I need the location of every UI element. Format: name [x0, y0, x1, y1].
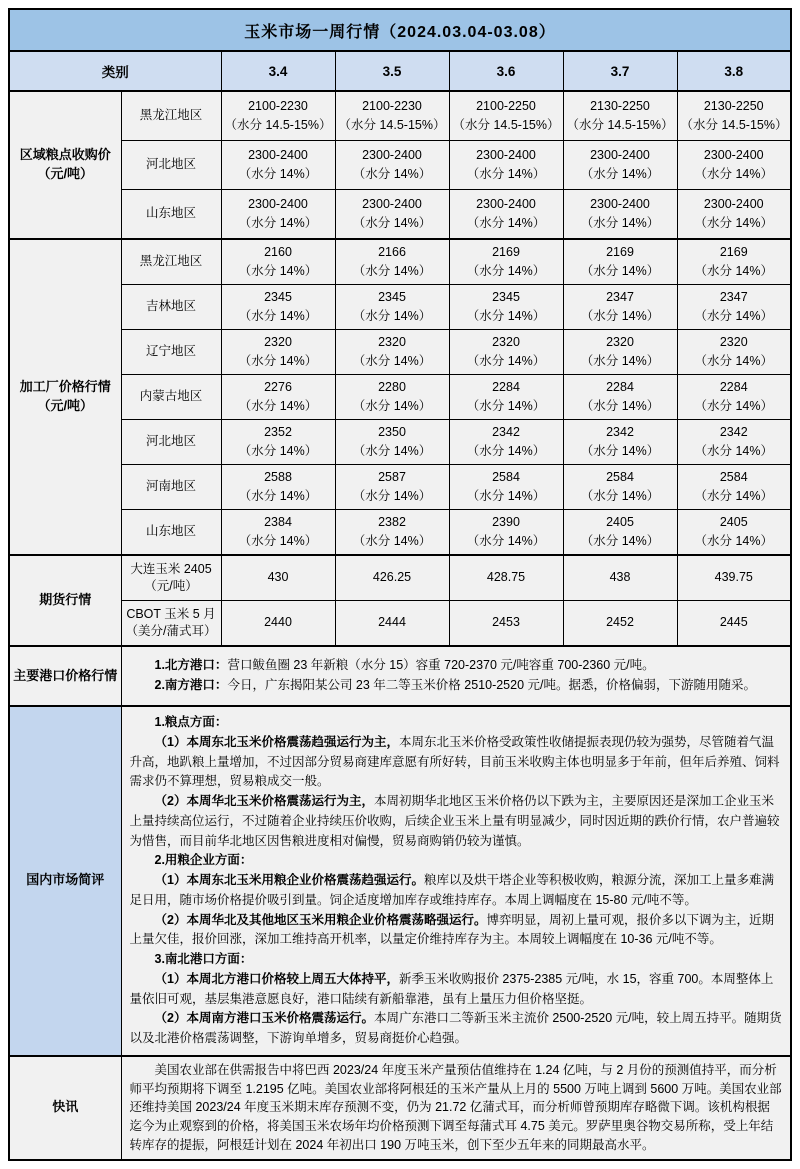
- value-cell: [449, 285, 563, 330]
- value-line: 2284: [492, 379, 520, 394]
- value-line: （水分 14%）: [352, 354, 432, 368]
- value-cell: [563, 601, 677, 647]
- value-line: 2300-2400: [590, 147, 650, 162]
- value-line: （水分 14%）: [466, 264, 546, 278]
- value-cell: [677, 330, 791, 375]
- value-cell: [221, 375, 335, 420]
- value-line: （水分 14%）: [352, 534, 432, 548]
- value-line: （水分 14%）: [352, 264, 432, 278]
- value-line: （水分 14%）: [238, 264, 318, 278]
- value-line: 2320: [492, 334, 520, 349]
- value-line: 2390: [492, 514, 520, 529]
- value-line: 2452: [606, 615, 634, 630]
- value-line: （水分 14%）: [466, 444, 546, 458]
- value-line: 2300-2400: [362, 196, 422, 211]
- value-line: （水分 14.5-15%）: [566, 118, 674, 132]
- value-line: 2130-2250: [703, 98, 764, 113]
- table-row: [9, 285, 791, 330]
- value-line: （水分 14%）: [466, 354, 546, 368]
- value-line: （水分 14%）: [352, 399, 432, 413]
- value-cell: [563, 239, 677, 285]
- value-cell: [449, 190, 563, 240]
- value-cell: [221, 601, 335, 647]
- value-line: （水分 14%）: [466, 489, 546, 503]
- value-line: 2382: [378, 514, 406, 529]
- section-label-cell: [9, 91, 121, 239]
- paragraph-heading: （1）本周东北玉米用粮企业价格震荡趋强运行。: [154, 873, 424, 887]
- paragraph-text: 营口鲅鱼圈 23 年新粮（水分 15）容重 720-2370 元/吨容重 700-2360 元/吨。: [227, 658, 655, 673]
- row-label-cell: [121, 330, 221, 375]
- section-label-cell: 国内市场简评: [9, 706, 121, 1056]
- value-line: 2320: [719, 334, 748, 349]
- value-line: （水分 14%）: [694, 444, 773, 458]
- value-line: （水分 14%）: [694, 216, 773, 230]
- paragraph: [130, 792, 783, 851]
- row-label-cell: [121, 375, 221, 420]
- value-line: （水分 14%）: [580, 216, 660, 230]
- value-cell: [677, 285, 791, 330]
- paragraph: [130, 871, 783, 911]
- value-line: （水分 14%）: [352, 309, 432, 323]
- row-label-cell: [121, 601, 221, 647]
- value-cell: [449, 239, 563, 285]
- value-cell: [335, 141, 449, 190]
- value-cell: [563, 375, 677, 420]
- table-row: [9, 465, 791, 510]
- value-cell: [677, 239, 791, 285]
- row-label-cell: [121, 285, 221, 330]
- value-line: （水分 14%）: [466, 534, 546, 548]
- value-cell: [335, 375, 449, 420]
- row-label-cell: [121, 141, 221, 190]
- paragraph-heading: （2）本周华北及其他地区玉米用粮企业价格震荡略强运行。: [154, 912, 487, 927]
- row-label-cell: [121, 510, 221, 556]
- section-text-cell: [121, 1056, 791, 1160]
- value-line: 2342: [606, 424, 634, 439]
- value-cell: [449, 601, 563, 647]
- value-cell: [335, 555, 449, 601]
- value-cell: [677, 375, 791, 420]
- paragraph-text: 本周初期华北地区玉米价格仍以下跌为主，主要原因还是深加工企业玉米上量持续高位运行，不过随着企业持续压价收购，后续企业玉米上量有明显减少，同时因近期的跌价行情，农户普遍较为惜售，而目前华北地区因售粮进度相对偏慢，贸易商购销仍较为谨慎。: [129, 794, 780, 848]
- value-line: 2347: [606, 289, 634, 304]
- row-label: （元/吨）: [144, 579, 198, 593]
- value-cell: [449, 141, 563, 190]
- value-cell: [221, 285, 335, 330]
- title-row: [9, 9, 791, 51]
- row-label: CBOT 玉米 5 月: [126, 606, 216, 621]
- paragraph-text: 美国农业部在供需报告中将巴西 2023/24 年度玉米产量预估值维持在 1.24 亿吨，与 2 月份的预测值持平，而分析师平均预期将下调至 1.2195 亿吨。美国农业部将阿根廷的玉米产量从上月的 5500 万吨上调到 5600 万吨。美国农业部还维持美国 2023/24 年度玉米期末库存预测不变，仍为 21.72 亿蒲式耳，而分析师曾预期库存略微下调。该机构根据迄今为止观察到的价格，将美国玉米农场年均价格预测下调至每蒲式耳 4.75 美元。罗萨里奥谷物交易所称，受上年结转库存的提振，阿根廷计划在 2024 年初出口 190 万吨玉米，创下至少五年来的同期最高水平。: [129, 1062, 782, 1152]
- value-line: 2300-2400: [703, 147, 764, 162]
- value-line: （水分 14%）: [466, 399, 546, 413]
- value-line: 426.25: [372, 570, 412, 585]
- date-column-5: 3.8: [677, 51, 791, 91]
- paragraph: [130, 676, 783, 696]
- value-cell: [677, 190, 791, 240]
- value-line: 2345: [378, 289, 406, 304]
- row-label: 河北地区: [145, 434, 196, 449]
- value-line: （水分 14%）: [694, 167, 773, 181]
- category-header: 类别: [9, 51, 221, 91]
- value-line: （水分 14%）: [352, 216, 432, 230]
- table-row: [9, 646, 791, 706]
- value-line: （水分 14%）: [580, 264, 660, 278]
- value-cell: [563, 555, 677, 601]
- value-line: （水分 14%）: [694, 264, 773, 278]
- value-cell: [335, 465, 449, 510]
- value-line: 2100-2230: [362, 98, 422, 113]
- date-column-3: 3.6: [449, 51, 563, 91]
- value-line: 2300-2400: [362, 147, 422, 162]
- table-row: [9, 706, 791, 1056]
- value-cell: [449, 330, 563, 375]
- value-line: （水分 14%）: [466, 309, 546, 323]
- row-label: 山东地区: [145, 206, 196, 221]
- value-cell: [335, 601, 449, 647]
- table-row: [9, 141, 791, 190]
- value-cell: [221, 330, 335, 375]
- table-row: [9, 555, 791, 601]
- value-cell: [221, 555, 335, 601]
- value-cell: [677, 465, 791, 510]
- row-label: 内蒙古地区: [139, 389, 203, 404]
- value-cell: [563, 330, 677, 375]
- value-line: 2166: [378, 244, 406, 259]
- value-cell: [335, 190, 449, 240]
- value-line: （水分 14%）: [694, 309, 773, 323]
- table-row: [9, 420, 791, 465]
- paragraph-text: 博弈明显，周初上量可观，报价多以下调为主，近期上量欠佳，报价回涨，深加工维持高开机率，以量定价维持库存为主。本周较上调幅度在 10-36 元/吨不等。: [129, 912, 774, 947]
- paragraph-text: 新季玉米收购报价 2375-2385 元/吨，水 15，容重 700。本周整体上量依旧可观，基层集港意愿良好，港口陆续有新船靠港，虽有上量压力但价格坚挺。: [129, 971, 774, 1006]
- paragraph: [130, 911, 783, 951]
- value-line: 2169: [606, 244, 634, 259]
- row-label-cell: [121, 239, 221, 285]
- row-label-cell: [121, 190, 221, 240]
- row-label: （美分/蒲式耳）: [125, 624, 217, 638]
- row-label: 河北地区: [145, 157, 196, 172]
- value-line: （水分 14%）: [694, 399, 773, 413]
- value-line: （水分 14%）: [238, 216, 318, 230]
- table-row: [9, 375, 791, 420]
- value-line: 2587: [378, 469, 406, 484]
- value-cell: [221, 510, 335, 556]
- row-label: 吉林地区: [145, 299, 196, 314]
- row-label: 辽宁地区: [145, 344, 196, 359]
- value-cell: [335, 510, 449, 556]
- value-cell: [221, 91, 335, 141]
- table-row: [9, 91, 791, 141]
- date-column-2: 3.5: [335, 51, 449, 91]
- row-label: 大连玉米 2405: [130, 561, 212, 576]
- value-line: 2350: [378, 424, 406, 439]
- value-line: 2284: [719, 379, 748, 394]
- table-row: [9, 239, 791, 285]
- date-header-row: [9, 51, 791, 91]
- paragraph: [130, 1009, 783, 1049]
- value-line: （水分 14%）: [580, 534, 660, 548]
- value-cell: [335, 330, 449, 375]
- value-line: （水分 14%）: [238, 354, 318, 368]
- value-cell: [335, 239, 449, 285]
- value-line: 2345: [492, 289, 520, 304]
- value-line: 2584: [492, 469, 520, 484]
- value-cell: [563, 465, 677, 510]
- value-line: 2405: [606, 514, 634, 529]
- value-line: 2440: [264, 615, 292, 630]
- value-cell: [335, 420, 449, 465]
- paragraph-heading: （1）本周东北玉米价格震荡趋强运行为主，: [154, 734, 399, 749]
- value-cell: [221, 465, 335, 510]
- value-line: （水分 14%）: [352, 489, 432, 503]
- paragraph: [130, 733, 783, 792]
- section-label-cell: 主要港口价格行情: [9, 646, 121, 706]
- value-line: 428.75: [486, 570, 526, 585]
- row-label: 黑龙江地区: [139, 108, 203, 123]
- section-label: 期货行情: [39, 592, 92, 608]
- value-cell: [449, 465, 563, 510]
- value-line: 2169: [492, 244, 520, 259]
- value-cell: [563, 510, 677, 556]
- paragraph: [130, 713, 783, 733]
- value-line: 2300-2400: [248, 196, 308, 211]
- value-line: 2584: [719, 469, 748, 484]
- value-line: （水分 14.5-15%）: [452, 118, 560, 132]
- section-label: 区域粮点收购价: [19, 147, 111, 163]
- value-line: （水分 14%）: [580, 489, 660, 503]
- value-line: 2584: [606, 469, 634, 484]
- section-label-cell: [9, 555, 121, 646]
- value-line: （水分 14%）: [238, 534, 318, 548]
- date-column-1: 3.4: [221, 51, 335, 91]
- table-row: [9, 190, 791, 240]
- value-line: 2445: [719, 615, 748, 630]
- value-cell: [563, 420, 677, 465]
- value-cell: [563, 285, 677, 330]
- paragraph-heading: 3.南北港口方面：: [154, 952, 253, 966]
- table-row: [9, 601, 791, 647]
- paragraph-text: 本周东北玉米价格受政策性收储提振表现仍较为强势，尽管随着气温升高，地趴粮上量增加，不过因部分贸易商建库意愿有所好转，目前玉米收购主体也明显多于年前，但年后养殖、饲料需求仍不算理想，贸易粮成交一般。: [129, 734, 780, 789]
- row-label: 山东地区: [145, 524, 196, 539]
- section-label: 加工厂价格行情: [19, 379, 111, 395]
- value-line: （水分 14%）: [694, 354, 773, 368]
- value-cell: [335, 91, 449, 141]
- row-label: 黑龙江地区: [139, 254, 203, 269]
- value-line: 2300-2400: [476, 147, 536, 162]
- value-cell: [449, 91, 563, 141]
- value-line: 2384: [264, 514, 292, 529]
- row-label-cell: [121, 91, 221, 141]
- paragraph-heading: （2）本周南方港口玉米价格震荡运行。: [154, 1011, 374, 1026]
- paragraph: [130, 950, 783, 970]
- paragraph: [130, 851, 783, 871]
- value-line: （水分 14%）: [580, 167, 660, 181]
- value-line: 2284: [606, 379, 634, 394]
- value-line: （水分 14%）: [352, 444, 432, 458]
- value-line: （水分 14%）: [238, 399, 318, 413]
- value-cell: [449, 510, 563, 556]
- paragraph: [130, 970, 783, 1010]
- value-line: （水分 14%）: [466, 167, 546, 181]
- value-line: （水分 14.5-15%）: [680, 118, 788, 132]
- paragraph-heading: 2.用粮企业方面：: [154, 853, 253, 868]
- value-line: 2342: [719, 424, 748, 439]
- value-line: 439.75: [714, 570, 753, 585]
- value-line: （水分 14%）: [238, 489, 318, 503]
- value-cell: [677, 555, 791, 601]
- value-cell: [221, 239, 335, 285]
- paragraph-heading: （1）本周北方港口价格较上周五大体持平，: [154, 971, 399, 986]
- value-line: （水分 14.5-15%）: [338, 118, 446, 132]
- row-label-cell: [121, 465, 221, 510]
- section-text-cell: [121, 706, 791, 1056]
- row-label-cell: [121, 555, 221, 601]
- value-line: （水分 14.5-15%）: [224, 118, 332, 132]
- value-line: 2453: [492, 615, 520, 630]
- value-line: 2280: [378, 379, 406, 394]
- value-line: 2100-2230: [248, 98, 308, 113]
- value-line: （水分 14%）: [238, 444, 318, 458]
- paragraph: [130, 1061, 783, 1155]
- market-table: [8, 8, 792, 1161]
- value-cell: [221, 190, 335, 240]
- value-line: （水分 14%）: [238, 167, 318, 181]
- value-line: 2276: [264, 379, 292, 394]
- table-row: [9, 1056, 791, 1160]
- value-line: 2345: [264, 289, 292, 304]
- paragraph-heading: 2.南方港口：: [154, 678, 228, 692]
- value-line: （水分 14%）: [352, 167, 432, 181]
- value-line: 2320: [378, 334, 406, 349]
- value-line: （水分 14%）: [694, 534, 773, 548]
- value-line: （水分 14%）: [466, 216, 546, 230]
- value-line: 2300-2400: [703, 196, 764, 211]
- section-label-cell: 快讯: [9, 1056, 121, 1160]
- value-line: 2300-2400: [248, 147, 308, 162]
- value-line: 438: [609, 570, 631, 585]
- value-line: （水分 14%）: [580, 444, 660, 458]
- value-line: 2347: [719, 289, 748, 304]
- value-line: 2130-2250: [590, 98, 650, 113]
- value-line: 2160: [264, 244, 292, 259]
- paragraph-text: 本周广东港口二等新玉米主流价 2500-2520 元/吨，较上周五持平。随期货以及北港价格震荡调整，下游询单增多，贸易商挺价心趋强。: [129, 1011, 782, 1045]
- row-label-cell: [121, 420, 221, 465]
- date-column-4: 3.7: [563, 51, 677, 91]
- value-cell: [449, 555, 563, 601]
- section-text-cell: [121, 646, 791, 706]
- table-row: [9, 330, 791, 375]
- value-cell: [677, 91, 791, 141]
- value-cell: [221, 141, 335, 190]
- paragraph-heading: （2）本周华北玉米价格震荡运行为主，: [154, 794, 374, 808]
- value-line: 2320: [606, 334, 634, 349]
- value-line: 430: [267, 570, 289, 585]
- value-cell: [335, 285, 449, 330]
- value-cell: [563, 91, 677, 141]
- value-cell: [563, 141, 677, 190]
- value-line: 2444: [378, 615, 406, 630]
- section-label: （元/吨）: [37, 398, 94, 413]
- value-line: 2342: [492, 424, 520, 439]
- paragraph: [130, 656, 783, 676]
- value-line: （水分 14%）: [580, 399, 660, 413]
- value-line: （水分 14%）: [238, 309, 318, 323]
- value-cell: [563, 190, 677, 240]
- value-line: 2320: [264, 334, 292, 349]
- value-line: 2100-2250: [476, 98, 536, 113]
- value-cell: [677, 141, 791, 190]
- value-cell: [449, 420, 563, 465]
- value-cell: [221, 420, 335, 465]
- paragraph-text: 今日，广东揭阳某公司 23 年二等玉米价格 2510-2520 元/吨。据悉，价格偏弱，下游随用随采。: [227, 678, 756, 692]
- value-line: 2169: [719, 244, 748, 259]
- paragraph-heading: 1.粮点方面：: [154, 715, 228, 729]
- value-line: 2352: [264, 424, 292, 439]
- section-label-cell: [9, 239, 121, 555]
- value-line: 2588: [264, 469, 292, 484]
- table-row: [9, 510, 791, 556]
- value-line: （水分 14%）: [580, 309, 660, 323]
- section-label: （元/吨）: [37, 166, 94, 181]
- page-title: 玉米市场一周行情（2024.03.04-03.08）: [9, 9, 791, 51]
- value-line: 2405: [719, 514, 748, 529]
- value-cell: [449, 375, 563, 420]
- paragraph-heading: 1.北方港口：: [154, 658, 228, 673]
- value-line: （水分 14%）: [580, 354, 660, 368]
- value-cell: [677, 510, 791, 556]
- value-line: 2300-2400: [590, 196, 650, 211]
- row-label: 河南地区: [145, 479, 196, 494]
- value-line: （水分 14%）: [694, 489, 773, 503]
- paragraph-text: 粮库以及烘干塔企业等积极收购，粮源分流，深加工上量多难满足日用，随市场价格提价吸引到量。饲企适度增加库存或维持库存。本周上调幅度在 15-80 元/吨不等。: [129, 873, 774, 907]
- value-cell: [677, 420, 791, 465]
- value-cell: [677, 601, 791, 647]
- value-line: 2300-2400: [476, 196, 536, 211]
